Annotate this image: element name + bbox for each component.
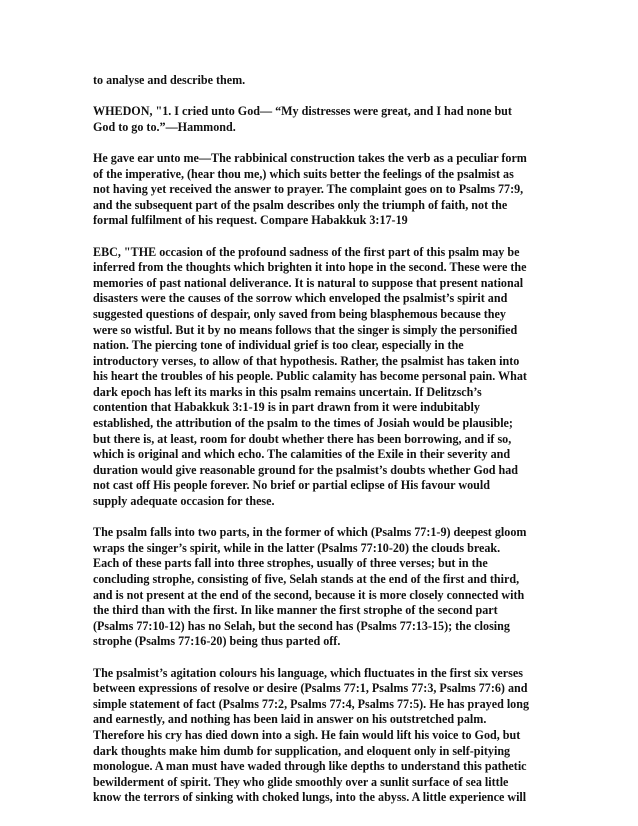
paragraph-psalm-structure: The psalm falls into two parts, in the former of which (Psalms 77:1-9) deepest gloom wraps the singer’s spirit, while in the latter (Psalms 77:10-20) the clouds break. Each of these parts fall into three strophes, usually of three verses; but in the concluding strophe, consisting of five, Selah stands at the end of the first and third, and is not present at the end of the second, because it is more closely connected with the third than with the first. In like manner the first strophe of the second part (Psalms 77:10-12) has no Selah, but the second has (Psalms 77:13-15); the closing strophe (Psalms 77:16-20) being thus parted off. bbox=[93, 525, 527, 649]
paragraph-gave-ear: He gave ear unto me—The rabbinical construction takes the verb as a peculiar form of the imperative, (hear thou me,) which suits better the feelings of the psalmist as not having yet received the answer to prayer. The complaint goes on to Psalms 77:9, and the subsequent part of the psalm describes only the triumph of faith, not the formal fulfilment of his request. Compare Habakkuk 3:17-19 bbox=[93, 150, 527, 228]
paragraph-ebc: EBC, "THE occasion of the profound sadness of the first part of this psalm may be inferred from the thoughts which brighten it into hope in the second. These were the memories of past national deliverance. It is natural to suppose that present national disasters were the causes of the sorrow which enveloped the psalmist’s spirit and suggested questions of despair, only saved from being blasphemous because they were so wistful. But it by no means follows that the singer is simply the personified nation. The piercing tone of individual grief is too clear, especially in the introductory verses, to allow of that hypothesis. Rather, the psalmist has taken into his heart the troubles of his people. Public calamity has become personal pain. What dark epoch has left its marks in this psalm remains uncertain. If Delitzsch’s contention that Habakkuk 3:1-19 is in part drawn from it were indubitably established, the attribution of the psalm to the times of Josiah would be plausible; but there is, at least, room for doubt whether there has been borrowing, and if so, which is original and which echo. The calamities of the Exile in their severity and duration would give reasonable ground for the psalmist’s doubts whether God had not cast off His people forever. No brief or partial eclipse of His favour would supply adequate occasion for these. bbox=[93, 244, 527, 509]
paragraph-intro-continuation: to analyse and describe them. bbox=[93, 73, 246, 87]
paragraph-psalmist-agitation: The psalmist’s agitation colours his language, which fluctuates in the first six verses between expressions of resolve or desire (Psalms 77:1, Psalms 77:3, Psalms 77:6) and simple statement of fact (Psalms 77:2, Psalms 77:4, Psalms 77:5). He has prayed long and earnestly, and nothing has been laid in answer on his outstretched palm. Therefore his cry has died down into a sigh. He fain would lift his voice to God, but dark thoughts make him dumb for supplication, and eloquent only in self-pitying monologue. A man must have waded through like depths to understand this pathetic bewilderment of spirit. They who glide smoothly over a sunlit surface of sea little know the terrors of sinking with choked lungs, into the abyss. A little experience will bbox=[93, 665, 530, 805]
paragraph-whedon: WHEDON, "1. I cried unto God— “My distresses were great, and I had none but God to go to.”—Hammond. bbox=[93, 104, 512, 134]
document-page bbox=[93, 73, 548, 822]
